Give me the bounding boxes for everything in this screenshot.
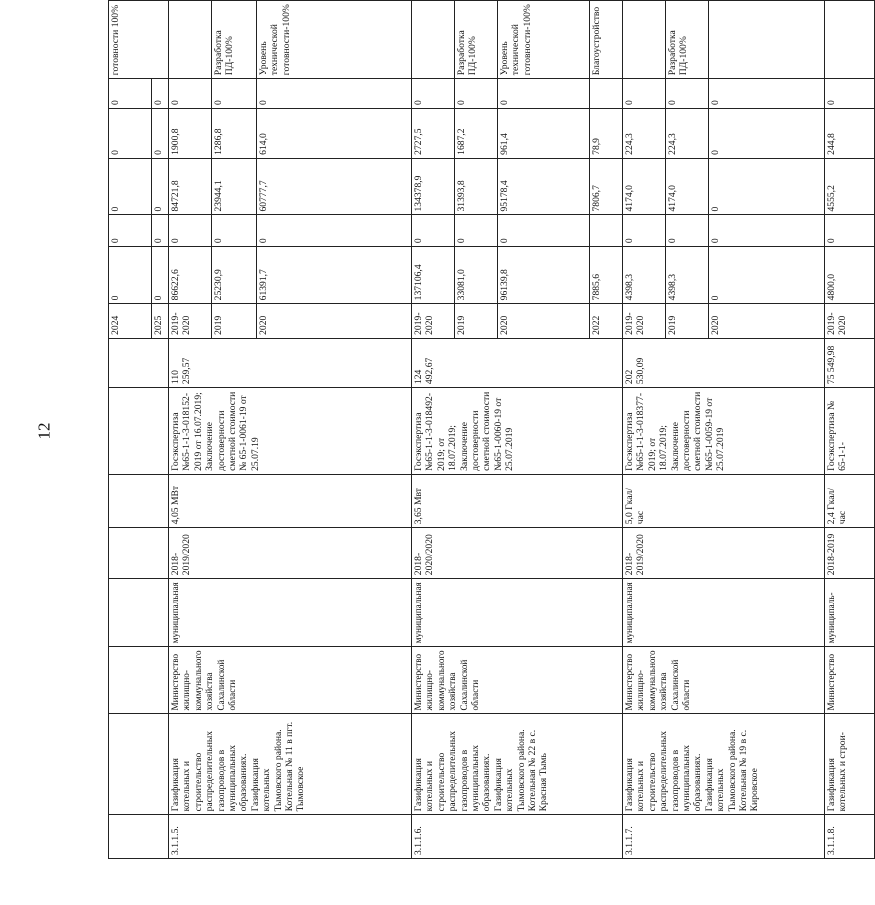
note-cell: Благоустройство — [590, 1, 623, 79]
local-cell: 224,3 — [666, 108, 709, 158]
value-cell: 0 — [152, 108, 169, 158]
year-cell: 2019 — [666, 304, 709, 339]
year-cell: 2020 — [498, 304, 590, 339]
local-cell: 1286,8 — [212, 108, 257, 158]
expertise-cell: Госэкспертиза №65-1-1-3-018152-2019 от 16.07.2019; Заключение достоверности сметной стоимости № 65-1-0061-19 от 25.07.19 — [169, 388, 412, 475]
table-row — [412, 1, 455, 859]
table-row — [623, 1, 666, 859]
row-number: 3.1.1.6. — [412, 815, 623, 859]
ministry-cell: Министерство жилищно-коммунального хозяйства Сахалинской области — [169, 647, 412, 714]
other-cell: 0 — [623, 79, 666, 109]
landscape-content — [92, 0, 849, 905]
ownership-cell: муниципальная — [623, 579, 825, 647]
capacity-cell: 5,0 Гкал/час — [623, 474, 825, 527]
federal-cell: 0 — [498, 215, 590, 247]
other-cell: 0 — [455, 79, 498, 109]
cost-cell: 202 530,09 — [623, 338, 825, 387]
note-cell: Разработка ПД-100% — [666, 1, 709, 79]
total-cell: 96139,8 — [498, 247, 590, 304]
value-cell: 0 — [152, 215, 169, 247]
year-cell: 2019-2020 — [623, 304, 666, 339]
local-cell: 244,8 — [825, 108, 875, 158]
object-name: Газификация котельных и строительство распределительных газопроводов в муниципальных образованиях. Газификация котельных Тымовского района. Котельная № 22 в с. Красная Тымь — [412, 714, 623, 815]
blank-cell — [109, 815, 169, 859]
federal-cell: 0 — [825, 215, 875, 247]
row-number: 3.1.1.5. — [169, 815, 412, 859]
other-cell: 0 — [825, 79, 875, 109]
total-cell: 4398,3 — [623, 247, 666, 304]
other-cell: 0 — [412, 79, 455, 109]
value-cell: 0 — [109, 158, 152, 215]
page-number: 12 — [34, 422, 54, 440]
blank-cell — [109, 474, 169, 527]
local-cell: 78,9 — [590, 108, 623, 158]
federal-cell: 0 — [455, 215, 498, 247]
note-cell: Разработка ПД-100% — [455, 1, 498, 79]
note-cell: готовности 100% — [109, 1, 169, 79]
value-cell: 0 — [109, 108, 152, 158]
total-cell: 4398,3 — [666, 247, 709, 304]
note-cell — [169, 1, 212, 79]
local-cell: 224,3 — [623, 108, 666, 158]
local-cell: 2727,5 — [412, 108, 455, 158]
total-cell: 0 — [709, 247, 825, 304]
value-cell: 0 — [109, 79, 152, 109]
federal-cell: 0 — [169, 215, 212, 247]
local-cell: 961,4 — [498, 108, 590, 158]
federal-cell: 0 — [212, 215, 257, 247]
value-cell: 0 — [109, 215, 152, 247]
period-cell: 2018-2019/2020 — [169, 528, 412, 579]
cost-cell: 124 492,67 — [412, 338, 623, 387]
blank-cell — [109, 338, 169, 387]
regional-cell: 31393,8 — [455, 158, 498, 215]
year-cell: 2022 — [590, 304, 623, 339]
year-cell: 2020 — [709, 304, 825, 339]
value-cell: 0 — [152, 79, 169, 109]
federal-cell: 0 — [709, 215, 825, 247]
other-cell: 0 — [212, 79, 257, 109]
total-cell: 7885,6 — [590, 247, 623, 304]
regional-cell: 4174,0 — [666, 158, 709, 215]
federal-cell: 0 — [623, 215, 666, 247]
blank-cell — [109, 579, 169, 647]
capacity-cell: 2,4 Гкал/час — [825, 474, 875, 527]
rotated-page — [92, 0, 849, 905]
blank-cell — [109, 647, 169, 714]
expertise-cell: Госэкспертиза №65-1-1-3-018492-2019; от 18.07.2019; Заключение достоверности сметной стоимости №65-1-0060-19 от 25.07.2019 — [412, 388, 623, 475]
other-cell: 0 — [709, 79, 825, 109]
total-cell: 137106,4 — [412, 247, 455, 304]
federal-cell: 0 — [412, 215, 455, 247]
blank-cell — [109, 388, 169, 475]
blank-cell — [109, 714, 169, 815]
ministry-cell: Министерство жилищно-коммунального хозяйства Сахалинской области — [412, 647, 623, 714]
table-row — [825, 1, 875, 859]
capacity-cell: 3,65 Мвт — [412, 474, 623, 527]
note-cell: Уровень технической готовности-100% — [498, 1, 590, 79]
federal-cell: 0 — [257, 215, 412, 247]
note-cell — [412, 1, 455, 79]
year-cell: 2024 — [109, 304, 152, 339]
year-cell: 2019-2020 — [825, 304, 875, 339]
note-cell — [623, 1, 666, 79]
regional-cell: 4555,2 — [825, 158, 875, 215]
period-cell: 2018-2020/2020 — [412, 528, 623, 579]
table-row — [109, 1, 152, 859]
year-cell: 2019-2020 — [412, 304, 455, 339]
period-cell: 2018-2019/2020 — [623, 528, 825, 579]
note-cell — [825, 1, 875, 79]
year-cell: 2025 — [152, 304, 169, 339]
regional-cell: 60777,7 — [257, 158, 412, 215]
total-cell: 25230,9 — [212, 247, 257, 304]
local-cell: 1687,2 — [455, 108, 498, 158]
note-cell: Разработка ПД-100% — [212, 1, 257, 79]
ownership-cell: муниципаль- — [825, 579, 875, 647]
row-number: 3.1.1.8. — [825, 815, 875, 859]
local-cell: 1900,8 — [169, 108, 212, 158]
table-row — [169, 1, 212, 859]
regional-cell: 84721,8 — [169, 158, 212, 215]
other-cell: 0 — [666, 79, 709, 109]
regional-cell: 0 — [709, 158, 825, 215]
expertise-cell: Госэкспертиза № 65-1-1- — [825, 388, 875, 475]
cost-cell: 110 259,57 — [169, 338, 412, 387]
federal-cell: 0 — [666, 215, 709, 247]
other-cell: 0 — [498, 79, 590, 109]
regional-cell: 23944,1 — [212, 158, 257, 215]
other-cell: 0 — [257, 79, 412, 109]
other-cell — [590, 79, 623, 109]
object-name: Газификация котельных и строи- — [825, 714, 875, 815]
regional-cell: 7806,7 — [590, 158, 623, 215]
blank-cell — [109, 528, 169, 579]
note-cell: Уровень технической готовности-100% — [257, 1, 412, 79]
period-cell: 2018-2019 — [825, 528, 875, 579]
ministry-cell: Министерство жилищно-коммунального хозяйства Сахалинской области — [623, 647, 825, 714]
row-number: 3.1.1.7. — [623, 815, 825, 859]
capacity-cell: 4,05 МВт — [169, 474, 412, 527]
object-name: Газификация котельных и строительство распределительных газопроводов в муниципальных образованиях. Газификация котельных Тымовского района. Котельная № 11 в пгт. Тымовское — [169, 714, 412, 815]
year-cell: 2019 — [455, 304, 498, 339]
regional-cell: 95178,4 — [498, 158, 590, 215]
local-cell: 614,0 — [257, 108, 412, 158]
year-cell: 2020 — [257, 304, 412, 339]
total-cell: 61391,7 — [257, 247, 412, 304]
federal-cell — [590, 215, 623, 247]
regional-cell: 134378,9 — [412, 158, 455, 215]
value-cell: 0 — [152, 158, 169, 215]
total-cell: 33081,0 — [455, 247, 498, 304]
note-cell — [709, 1, 825, 79]
regional-cell: 4174,0 — [623, 158, 666, 215]
ownership-cell: муниципальная — [169, 579, 412, 647]
total-cell: 4800,0 — [825, 247, 875, 304]
cost-cell: 75 549,98 — [825, 338, 875, 387]
object-name: Газификация котельных и строительство распределительных газопроводов в муниципальных образованиях. Газификация котельных Тымовского района. Котельная № 19 в с. Кировское — [623, 714, 825, 815]
value-cell: 0 — [109, 247, 152, 304]
local-cell: 0 — [709, 108, 825, 158]
value-cell: 0 — [152, 247, 169, 304]
other-cell: 0 — [169, 79, 212, 109]
ministry-cell: Министерство — [825, 647, 875, 714]
total-cell: 86622,6 — [169, 247, 212, 304]
year-cell: 2019 — [212, 304, 257, 339]
year-cell: 2019-2020 — [169, 304, 212, 339]
expertise-cell: Госэкспертиза №65-1-1-3-018377-2019; от 18.07.2019; Заключение достоверности сметной стоимости №65-1-0059-19 от 25.07.2019 — [623, 388, 825, 475]
ownership-cell: муниципальная — [412, 579, 623, 647]
program-table — [108, 0, 875, 859]
